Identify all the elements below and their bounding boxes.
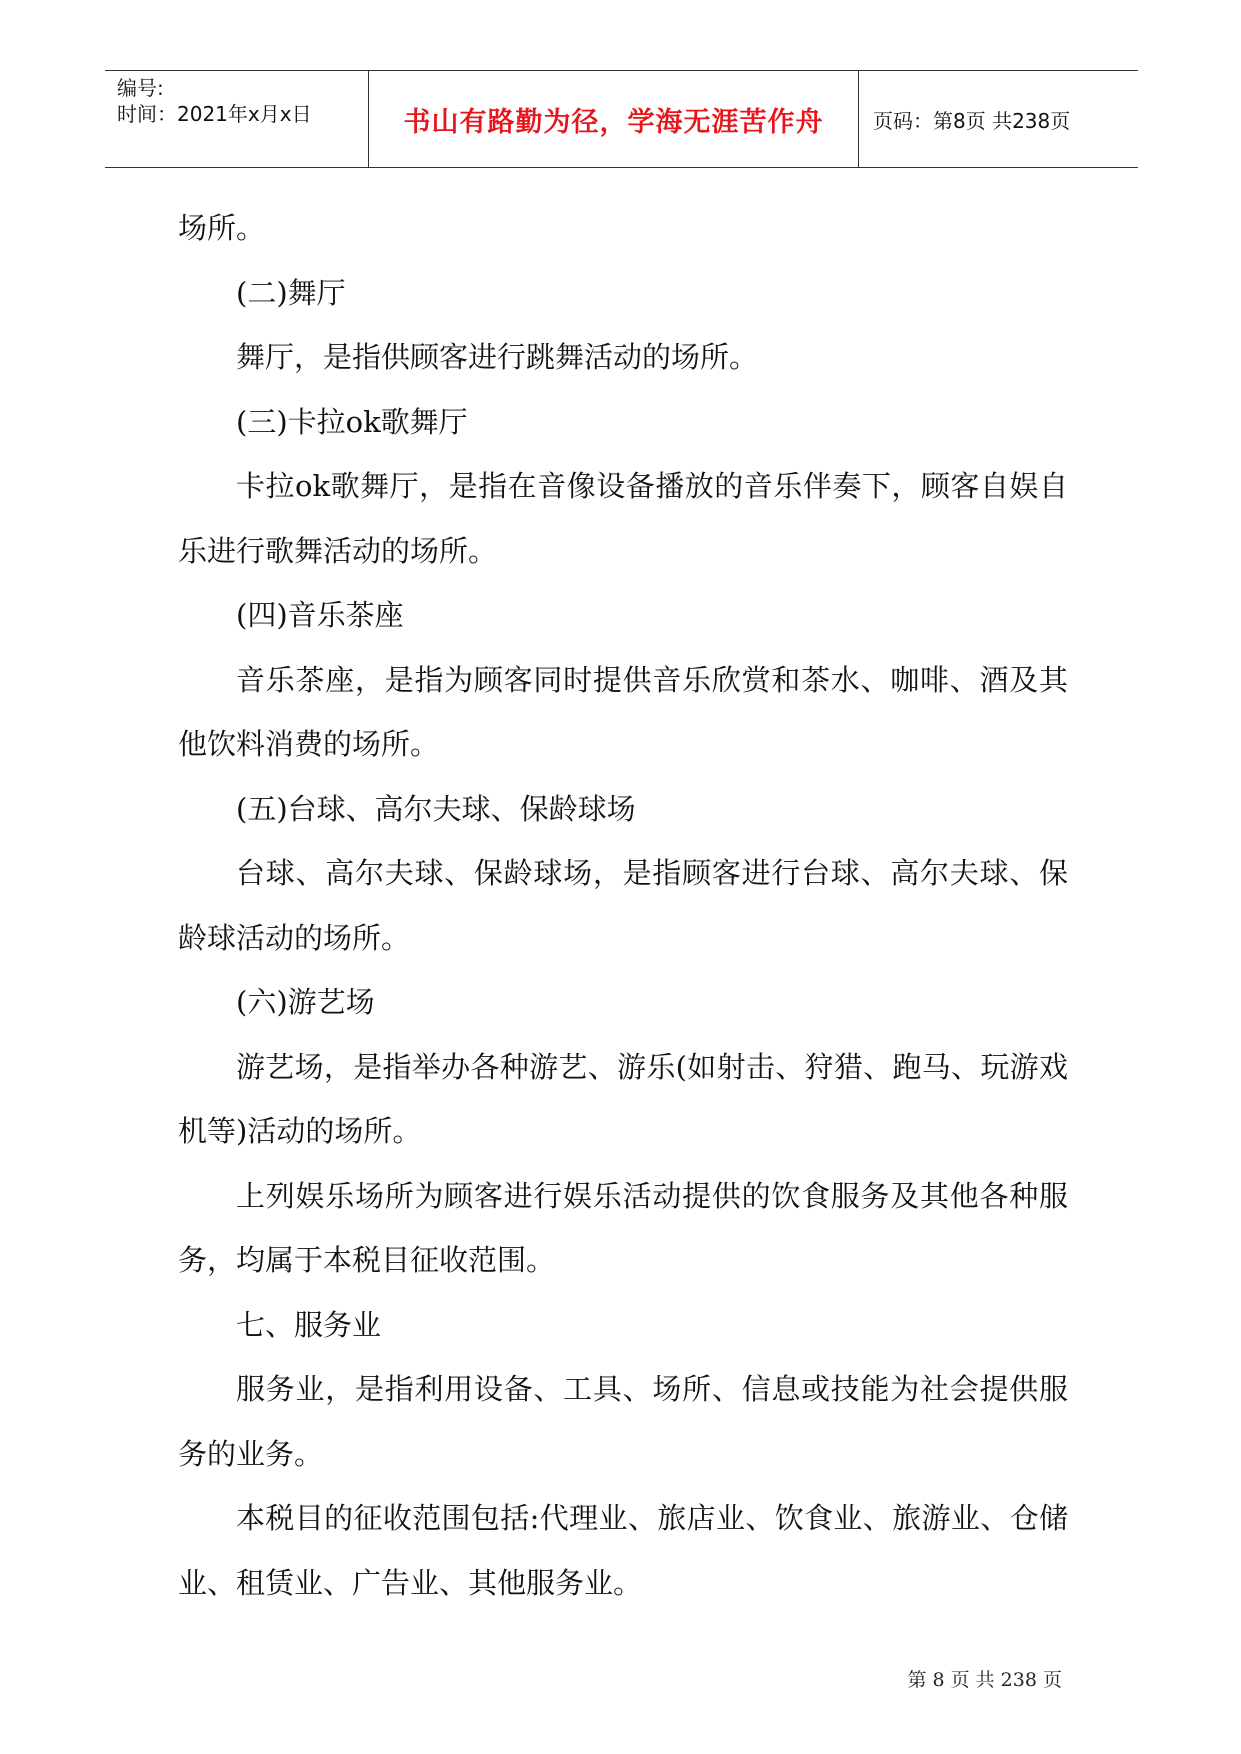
section-heading: (三)卡拉ok歌舞厅 (236, 404, 468, 439)
paragraph: 上列娱乐场所为顾客进行娱乐活动提供的饮食服务及其他各种服务，均属于本税目征收范围。 (178, 1178, 1068, 1277)
section-heading: (四)音乐茶座 (236, 598, 404, 632)
paragraph: 台球、高尔夫球、保龄球场，是指顾客进行台球、高尔夫球、保龄球活动的场所。 (178, 856, 1068, 955)
paragraph: 卡拉ok歌舞厅，是指在音像设备播放的音乐伴奏下，顾客自娱自乐进行歌舞活动的场所。 (178, 469, 1068, 568)
paragraph: 舞厅，是指供顾客进行跳舞活动的场所。 (236, 340, 759, 374)
header-meta (105, 71, 369, 167)
serial-number-label: 编号: (117, 76, 164, 100)
page-footer: 第 8 页 共 238 页 (907, 1669, 1062, 1691)
section-heading: (六)游艺场 (236, 985, 375, 1019)
section-heading: (二)舞厅 (236, 275, 346, 310)
header-motto: 书山有路勤为径，学海无涯苦作舟 (369, 71, 859, 167)
paragraph: 场所。 (178, 211, 266, 245)
section-heading: (五)台球、高尔夫球、保龄球场 (236, 791, 636, 826)
date-label: 时间：2021年x月x日 (117, 102, 312, 126)
page-header (105, 70, 1138, 168)
header-page-number: 页码：第8页 共238页 (873, 108, 1071, 133)
document-body (178, 196, 1068, 1615)
section-heading: 七、服务业 (236, 1307, 382, 1342)
paragraph: 本税目的征收范围包括:代理业、旅店业、饮食业、旅游业、仓储业、租赁业、广告业、其他服务业。 (178, 1501, 1068, 1600)
paragraph: 音乐茶座，是指为顾客同时提供音乐欣赏和茶水、咖啡、酒及其他饮料消费的场所。 (178, 662, 1068, 761)
paragraph: 服务业，是指利用设备、工具、场所、信息或技能为社会提供服务的业务。 (178, 1372, 1068, 1471)
paragraph: 游艺场，是指举办各种游艺、游乐(如射击、狩猎、跑马、玩游戏机等)活动的场所。 (178, 1049, 1068, 1148)
